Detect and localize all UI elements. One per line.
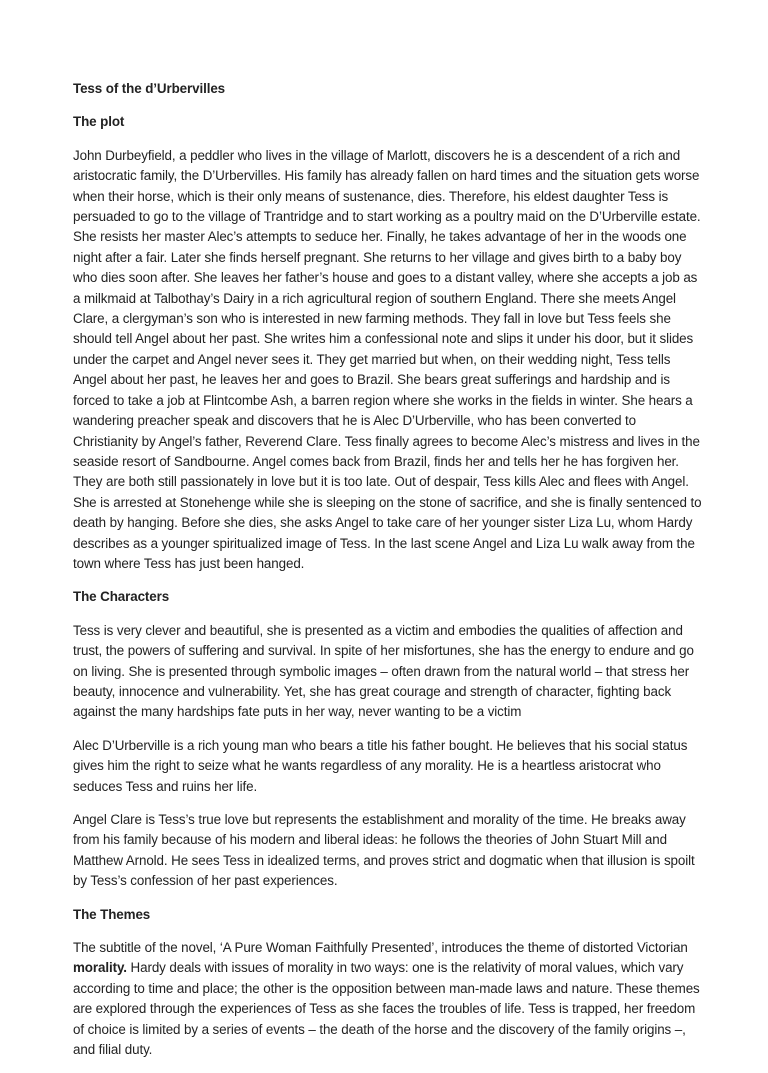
themes-text-before: The subtitle of the novel, ‘A Pure Woman Faithfully Presented’, introduces the theme of distorted Victorian [73, 940, 688, 956]
section-heading-themes: The Themes [73, 906, 151, 922]
character-alec-paragraph: Alec D’Urberville is a rich young man who bears a title his father bought. He believes that his social status gives him the right to seize what he wants regardless of any morality. He is a heartless aristocrat who seduces Tess and ruins her life. [73, 737, 688, 794]
plot-paragraph: John Durbeyfield, a peddler who lives in the village of Marlott, discovers he is a descendent of a rich and aristocratic family, the D’Urbervilles. His family has already fallen on hard times and the situation gets worse when their horse, which is their only means of sustenance, dies. Therefore, his eldest daughter Tess is persuaded to go to the village of Trantridge and to start working as a poultry maid on the D’Urberville estate. She resists her master Alec’s attempts to seduce her. Finally, he takes advantage of her in the woods one night after a fair. Later she finds herself pregnant. She returns to her village and gives birth to a baby boy who dies soon after. She leaves her father’s house and goes to a distant valley, where she accepts a job as a milkmaid at Talbothay’s Dairy in a rich agricultural region of southern England. There she meets Angel Clare, a clergyman’s son who is interested in new farming methods. They fall in love but Tess feels she should tell Angel about her past. She writes him a confessional note and slips it under his door, but it slides under the carpet and Angel never sees it. They get married but when, on their wedding night, Tess tells Angel about her past, he leaves her and goes to Brazil. She bears great sufferings and hardship and is forced to take a job at Flintcombe Ash, a barren region where she works in the fields in winter. She hears a wandering preacher speak and discovers that he is Alec D’Urberville, who has been converted to Christianity by Angel’s father, Reverend Clare. Tess finally agrees to become Alec’s mistress and lives in the seaside resort of Sandbourne. Angel comes back from Brazil, finds her and tells her he has forgiven her. They are both still passionately in love but it is too late. Out of despair, Tess kills Alec and flees with Angel. She is arrested at Stonehenge while she is sleeping on the stone of sacrifice, and she is finally sentenced to death by hanging. Before she dies, she asks Angel to take care of her younger sister Liza Lu, whom Hardy describes as a younger spiritualized image of Tess. In the last scene Angel and Liza Lu walk away from the town where Tess has just been hanged. [73, 147, 702, 571]
character-tess-paragraph: Tess is very clever and beautiful, she is presented as a victim and embodies the qualities of affection and trust, the powers of suffering and survival. In spite of her misfortunes, she has the energy to endure and go on living. She is presented through symbolic images – often drawn from the natural world – that stress her beauty, innocence and vulnerability. Yet, she has great courage and strength of character, fighting back against the many hardships fate puts in her way, never wanting to be a victim [73, 622, 694, 720]
document-title: Tess of the d’Urbervilles [73, 81, 226, 96]
themes-paragraph [73, 938, 703, 1060]
section-heading-plot: The plot [73, 114, 125, 130]
section-heading-characters: The Characters [73, 589, 170, 605]
document-page [73, 79, 703, 1073]
themes-text-after: Hardy deals with issues of morality in two ways: one is the relativity of moral values, which vary according to time and place; the other is the opposition between man-made laws and nature. These themes are explored through the experiences of Tess as she faces the troubles of life. Tess is trapped, her freedom of choice is limited by a series of events – the death of the horse and the discovery of the family origins –, and filial duty. [73, 960, 700, 1058]
themes-bold-word: morality. [73, 960, 127, 976]
character-angel-paragraph: Angel Clare is Tess’s true love but represents the establishment and morality of the time. He breaks away from his family because of his modern and liberal ideas: he follows the theories of John Stuart Mill and Matthew Arnold. He sees Tess in idealized terms, and proves strict and dogmatic when that illusion is spoilt by Tess’s confession of her past experiences. [73, 812, 695, 889]
